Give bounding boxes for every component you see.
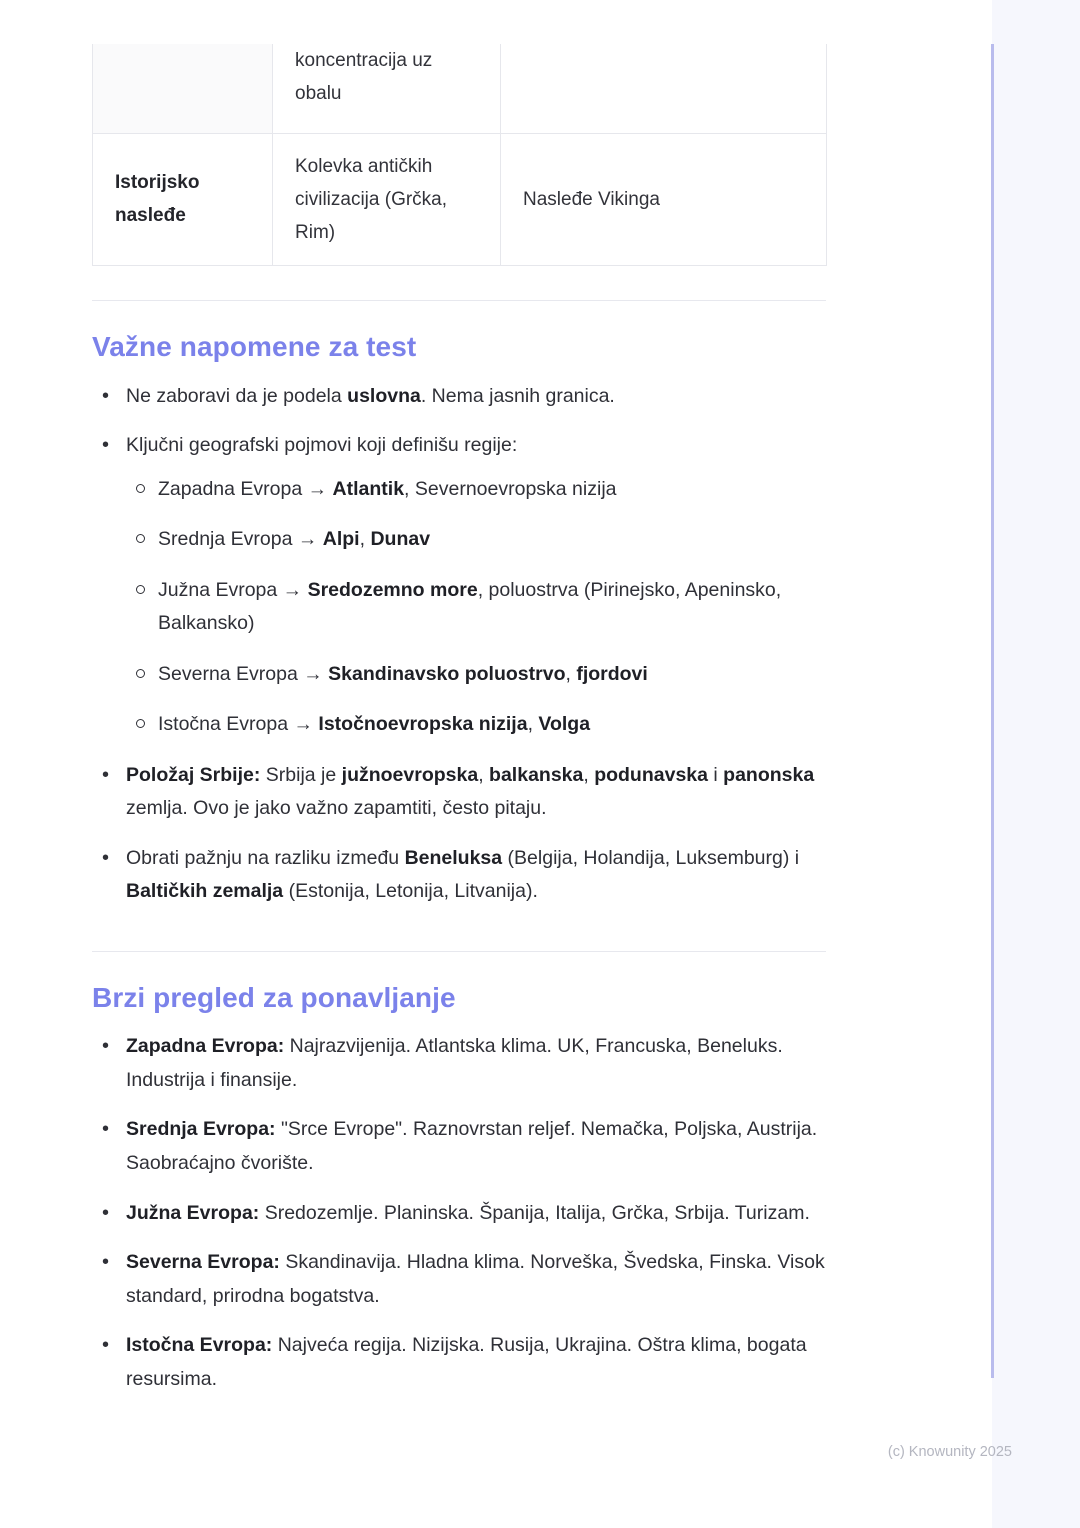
plain-text: (Estonija, Letonija, Litvanija).: [283, 880, 538, 903]
emphasis-text: Položaj Srbije:: [126, 763, 261, 786]
list-item-text: [126, 1251, 825, 1307]
document-content: [92, 0, 832, 1412]
sub-list-item: [126, 574, 832, 641]
section-heading-1: Važne napomene za test: [92, 331, 417, 363]
emphasis-text: Južna Evropa:: [126, 1201, 260, 1224]
table-cell: Nasleđe Vikinga: [501, 133, 827, 266]
plain-text: (Belgija, Holandija, Luksemburg) i: [502, 846, 800, 869]
plain-text: ,: [583, 763, 595, 786]
plain-text: ,: [527, 713, 539, 736]
comparison-table: [92, 44, 827, 266]
emphasis-text: Istočnoevropska nizija: [318, 713, 528, 736]
section-heading-2: Brzi pregled za ponavljanje: [92, 982, 456, 1014]
plain-text: ,: [359, 528, 371, 551]
plain-text: Srednja Evropa →: [158, 528, 323, 551]
emphasis-text: južnoevropska: [341, 763, 479, 786]
list-item: [92, 759, 832, 826]
emphasis-text: Skandinavsko poluostrvo: [328, 662, 566, 685]
plain-text: Istočna Evropa →: [158, 713, 319, 736]
table-cell: koncentracija uz obalu: [273, 44, 501, 133]
emphasis-text: panonska: [723, 763, 815, 786]
list-item: [92, 1197, 832, 1231]
emphasis-text: Baltičkih zemalja: [126, 880, 284, 903]
table-cell-rowhead: Istorijsko nasleđe: [93, 133, 273, 266]
plain-text: Obrati pažnju na razliku između: [126, 846, 405, 869]
plain-text: Severna Evropa →: [158, 662, 329, 685]
list-item: [92, 842, 832, 909]
emphasis-text: Sredozemno more: [307, 578, 478, 601]
list-item-text: [126, 434, 517, 456]
emphasis-text: Dunav: [370, 528, 431, 551]
plain-text: zemlja. Ovo je jako važno zapamtiti, često pitaju.: [126, 797, 547, 820]
list-item: [92, 1030, 832, 1097]
table-body: [93, 44, 827, 266]
plain-text: "Srce Evrope". Raznovrstan reljef. Nemačka, Poljska, Austrija. Saobraćajno čvorište.: [126, 1118, 818, 1174]
table-row: [93, 44, 827, 133]
list-item-text: [126, 847, 799, 903]
plain-text: Zapadna Evropa →: [158, 477, 333, 500]
list-item: [92, 429, 832, 742]
emphasis-text: Beneluksa: [404, 846, 503, 869]
copyright-footer: (c) Knowunity 2025: [887, 1444, 1012, 1460]
table-cell: Kolevka antičkih civilizacija (Grčka, Rim): [273, 133, 501, 266]
sub-list: [126, 473, 832, 742]
plain-text: Ne zaboravi da je podela: [126, 384, 348, 407]
plain-text: , Severnoevropska nizija: [404, 477, 617, 500]
list-item: [92, 380, 832, 414]
plain-text: Južna Evropa →: [158, 578, 308, 601]
emphasis-text: Severna Evropa:: [126, 1251, 280, 1274]
emphasis-text: Alpi: [322, 528, 360, 551]
plain-text: Sredozemlje. Planinska. Španija, Italija, Grčka, Srbija. Turizam.: [259, 1201, 810, 1224]
emphasis-text: balkanska: [489, 763, 584, 786]
list-item: [92, 1113, 832, 1180]
emphasis-text: Atlantik: [332, 477, 405, 500]
notes-list-2: [92, 1030, 832, 1396]
plain-text: Najrazvijenija. Atlantska klima. UK, Francuska, Beneluks. Industrija i finansije.: [126, 1035, 783, 1091]
plain-text: ,: [565, 662, 577, 685]
emphasis-text: Volga: [538, 713, 591, 736]
table-cell: [501, 44, 827, 133]
plain-text: . Nema jasnih granica.: [420, 384, 615, 407]
table-cell-rowhead: [93, 44, 273, 133]
notes-list-1: [92, 380, 832, 909]
sub-list-item: [126, 658, 832, 692]
plain-text: i: [708, 763, 724, 786]
emphasis-text: fjordovi: [576, 662, 648, 685]
list-item-text: [126, 1202, 810, 1224]
plain-text: ,: [478, 763, 490, 786]
list-item: [92, 1329, 832, 1396]
list-item-text: [126, 1035, 783, 1091]
page-edge-rule: [991, 44, 994, 1378]
table-row: [93, 133, 827, 266]
sub-list-item: [126, 708, 832, 742]
section-divider: [92, 951, 826, 952]
list-item-text: [126, 1118, 817, 1174]
section-divider: [92, 300, 826, 301]
list-item-text: [126, 385, 615, 407]
list-item-text: [126, 764, 814, 820]
emphasis-text: Zapadna Evropa:: [126, 1035, 285, 1058]
plain-text: Srbija je: [260, 763, 342, 786]
plain-text: Ključni geografski pojmovi koji definišu regije:: [126, 434, 518, 457]
list-item-text: [126, 1334, 807, 1390]
emphasis-text: uslovna: [347, 384, 421, 407]
sub-list-item: [126, 523, 832, 557]
emphasis-text: podunavska: [594, 763, 708, 786]
plain-text: Najveća regija. Nizijska. Rusija, Ukrajina. Oštra klima, bogata resursima.: [126, 1334, 807, 1390]
plain-text: , poluostrva (Pirinejsko, Apeninsko, Balkansko): [158, 578, 782, 635]
list-item: [92, 1246, 832, 1313]
right-gutter-panel: [992, 0, 1080, 1528]
sub-list-item: [126, 473, 832, 507]
plain-text: Skandinavija. Hladna klima. Norveška, Švedska, Finska. Visok standard, prirodna bogatstva.: [126, 1251, 825, 1307]
emphasis-text: Srednja Evropa:: [126, 1118, 276, 1141]
emphasis-text: Istočna Evropa:: [126, 1334, 273, 1357]
